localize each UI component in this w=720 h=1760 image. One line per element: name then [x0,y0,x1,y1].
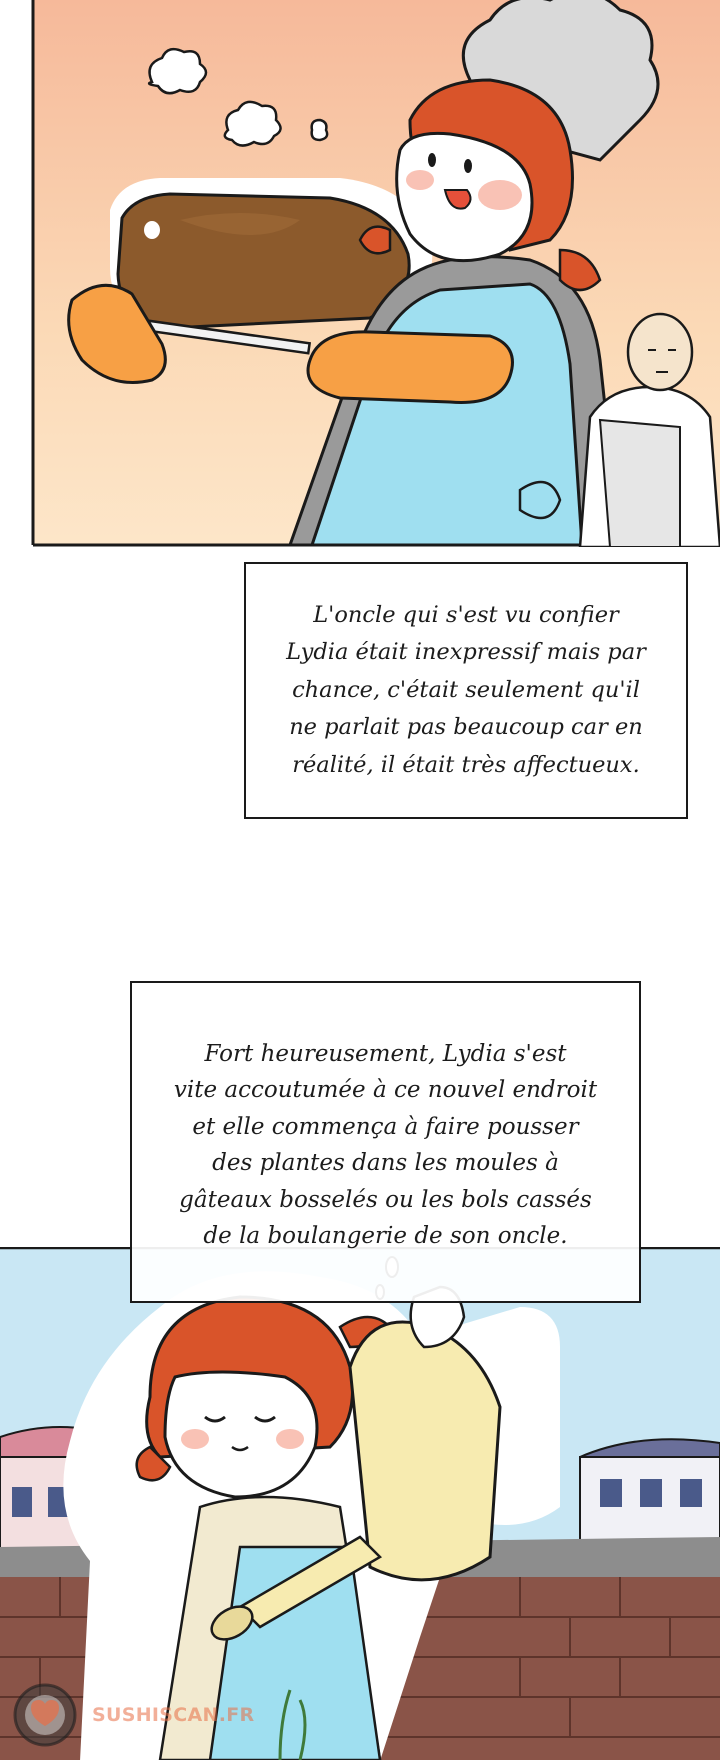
caption-text-lydia [174,1036,597,1255]
caption-box-uncle [244,562,688,819]
caption-text-uncle [286,597,646,785]
panel-1-illustration [0,0,720,547]
bread-highlight [144,221,160,239]
caption-line: Fort heureusement, Lydia s'est [204,1040,567,1067]
caption-box-lydia [130,981,641,1303]
watermark-text: SUSHISCAN.FR [92,1704,255,1726]
caption-line: réalité, il était très affectueux. [292,751,640,778]
watermark [10,1676,300,1754]
caption-line: L'oncle qui s'est vu confier [313,601,619,628]
caption-line: Lydia était inexpressif mais par [286,639,646,666]
caption-line: vite accoutumée à ce nouvel endroit [173,1077,598,1103]
caption-line: des plantes dans les moules à [212,1150,559,1176]
panel-baker-girl-with-bread [0,0,720,547]
caption-line: et elle commença à faire pousser [192,1113,579,1140]
caption-line: de la boulangerie de son oncle. [203,1223,568,1249]
caption-line: ne parlait pas beaucoup car en [289,714,643,741]
right-oven-mitt [308,332,513,403]
caption-line: chance, c'était seulement qu'il [292,676,640,703]
sushi-logo-icon [10,1680,80,1750]
caption-line: gâteaux bosselés ou les bols cassés [179,1186,592,1213]
